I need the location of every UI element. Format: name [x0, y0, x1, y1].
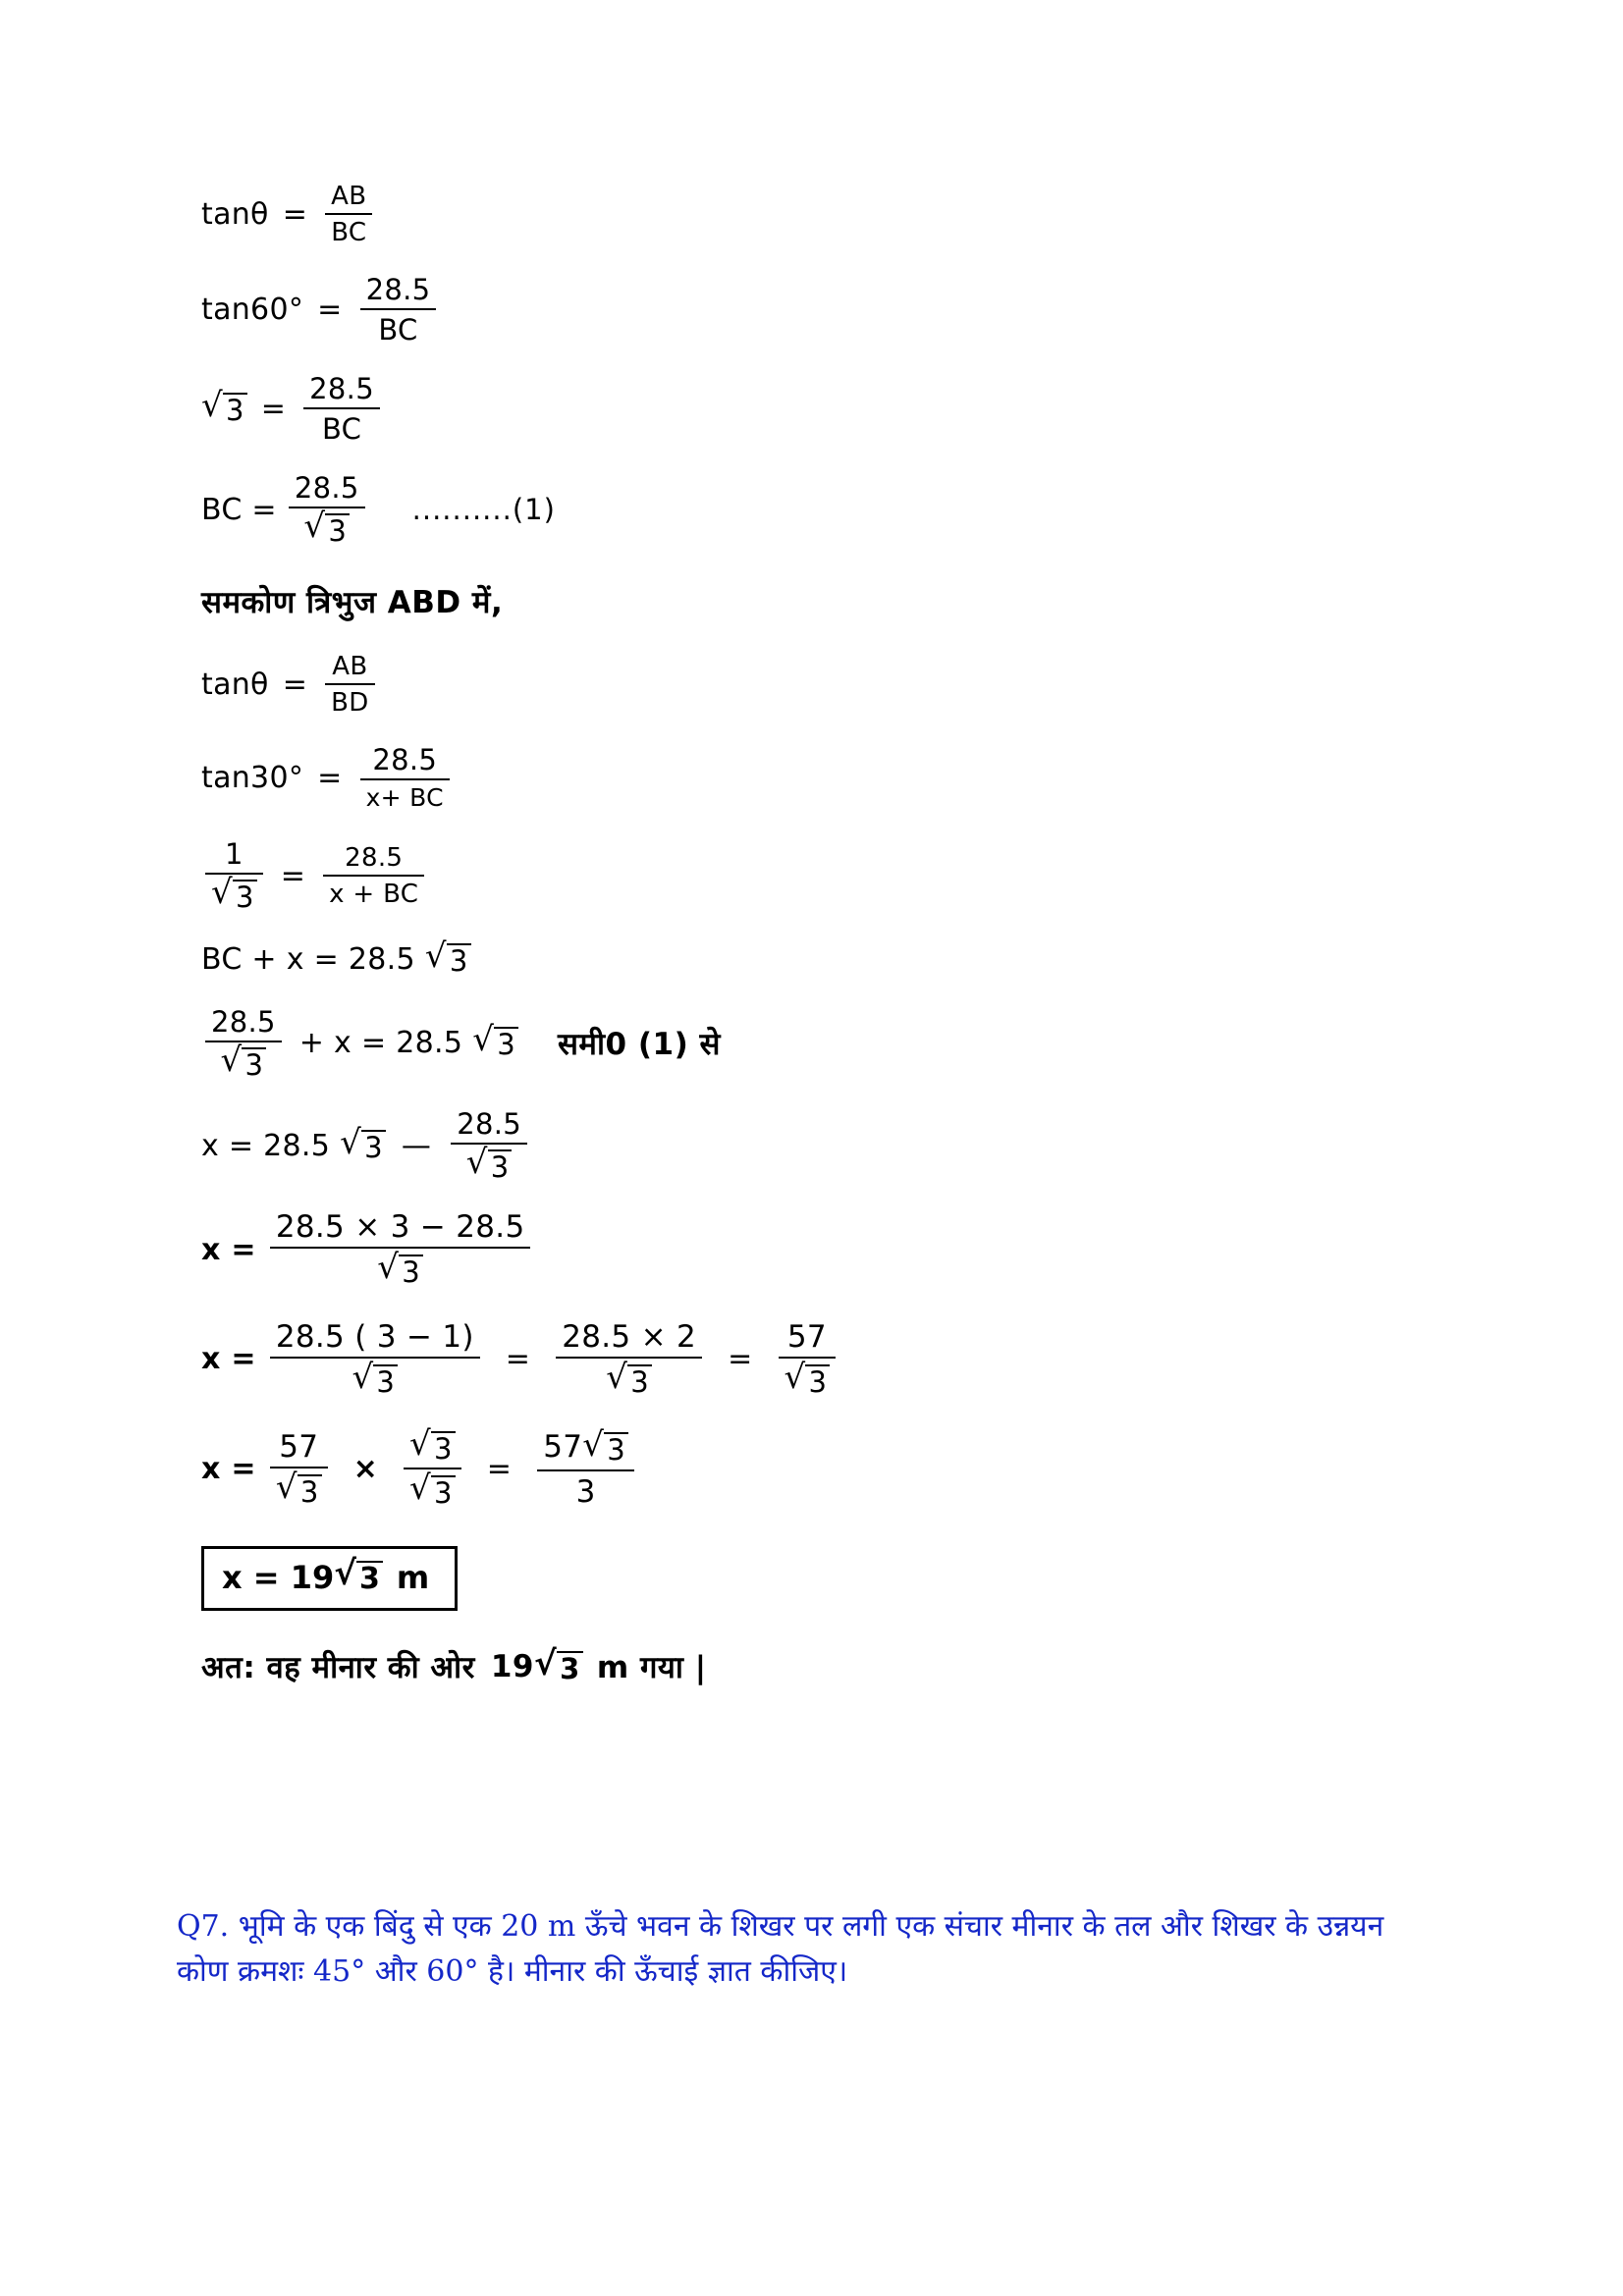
fraction-denominator: BC	[360, 308, 437, 347]
fraction-denominator: BD	[325, 683, 374, 718]
equals-sign: =	[282, 197, 308, 232]
equation-2-lhs: tan60°	[201, 293, 304, 327]
fraction-285-sqrt3	[289, 471, 365, 548]
sqrt-3	[533, 1643, 583, 1685]
fraction-numerator: 28.5 ( 3 − 1)	[275, 1318, 474, 1355]
equation-line-9	[201, 1005, 1429, 1082]
radicand: 3	[325, 513, 350, 548]
minus-sign: —	[401, 1128, 432, 1163]
conclusion-value: 19	[490, 1649, 534, 1685]
sqrt-3	[424, 936, 471, 979]
equation-6-lhs: tan30°	[201, 760, 304, 795]
fraction-denominator	[270, 1357, 480, 1399]
fraction-1-sqrt3	[205, 837, 263, 914]
fraction-285-x-plus-bc	[323, 843, 424, 909]
fraction-285-sqrt3	[451, 1107, 527, 1184]
sqrt-3	[377, 1248, 423, 1290]
fraction-57-sqrt3-over-3	[537, 1425, 634, 1510]
fraction-denominator	[289, 507, 365, 548]
sqrt-3	[201, 385, 247, 427]
fraction-ab-bc	[325, 182, 372, 247]
radicand: 3	[356, 1561, 383, 1597]
sqrt-3	[334, 1553, 383, 1597]
equation-4-lhs: BC =	[201, 492, 277, 527]
fraction-numerator: 28.5 × 2	[562, 1318, 697, 1355]
fraction-denominator	[556, 1357, 702, 1399]
boxed-answer	[201, 1546, 458, 1612]
equation-11-lhs: x =	[201, 1232, 256, 1267]
fraction-285-sqrt3	[205, 1005, 282, 1082]
radicand: 3	[494, 1027, 518, 1061]
question-text-part-3: है। मीनार की ऊँचाई ज्ञात कीजिए।	[488, 1953, 848, 1989]
fraction-numerator: 28.5	[211, 1004, 276, 1039]
equation-9-note: समी0 (1) से	[557, 1026, 721, 1062]
fraction-denominator: x+ BC	[360, 778, 450, 812]
fraction-numerator: 28.5	[457, 1107, 521, 1142]
equation-9-middle: + x = 28.5	[298, 1026, 463, 1061]
section-heading-right-triangle-abd: समकोण त्रिभुज ABD में,	[201, 585, 504, 621]
equation-line-13	[201, 1424, 1429, 1511]
fraction-denominator	[451, 1143, 527, 1184]
fraction-numerator: AB	[332, 652, 368, 682]
fraction-denominator	[205, 1041, 282, 1082]
sqrt-3	[220, 1040, 267, 1082]
conclusion-prefix: अत: वह मीनार की ओर	[201, 1650, 475, 1686]
conclusion-line	[201, 1643, 1429, 1687]
fraction-numerator	[537, 1425, 634, 1468]
radicand: 3	[399, 1255, 423, 1289]
radical-sign: √	[582, 1425, 605, 1466]
equation-line-5	[201, 652, 1429, 718]
equation-reference-1: ..........(1)	[411, 493, 556, 527]
equation-8-text: BC + x = 28.5	[201, 942, 415, 978]
question-value-angle-1: 45°	[313, 1953, 366, 1989]
radical-sign: √	[409, 1468, 431, 1509]
radical-sign: √	[220, 1040, 243, 1080]
radical-sign: √	[424, 936, 447, 977]
equation-line-7	[201, 837, 1429, 914]
equals-sign: =	[317, 760, 343, 795]
equation-13-lhs: x =	[201, 1452, 256, 1487]
fraction-denominator: 3	[537, 1469, 634, 1510]
equals-sign: =	[282, 667, 308, 703]
question-text-part-1: भूमि के एक बिंदु से एक	[238, 1909, 492, 1944]
equation-5-lhs: tanθ	[201, 667, 269, 703]
fraction-numerator	[404, 1424, 461, 1468]
numerator-coefficient: 57	[543, 1429, 583, 1466]
fraction-denominator	[270, 1467, 328, 1509]
fraction-numerator: 57	[279, 1429, 319, 1466]
fraction-ab-bd	[325, 652, 374, 718]
fraction-numerator: 28.5	[294, 471, 359, 505]
fraction-numerator: 28.5	[345, 843, 404, 874]
radicand: 3	[223, 393, 247, 427]
equals-sign: =	[260, 392, 287, 426]
sqrt-3	[606, 1357, 652, 1399]
answer-prefix: x = 19	[222, 1559, 335, 1596]
radical-sign: √	[334, 1553, 356, 1593]
fraction-numerator: 28.5	[372, 743, 438, 777]
radicand: 3	[604, 1432, 628, 1467]
radical-sign: √	[201, 385, 223, 425]
equals-sign: =	[486, 1452, 513, 1487]
equation-line-11	[201, 1209, 1429, 1289]
radical-sign: √	[352, 1357, 374, 1397]
radical-sign: √	[606, 1357, 628, 1397]
radical-sign: √	[211, 873, 233, 913]
radicand: 3	[431, 1431, 456, 1466]
question-text-part-2: ऊँचे भवन के शिखर पर लगी एक संचार मीनार के तल और शिखर के उन्नयन कोण क्रमशः	[177, 1909, 1384, 1989]
radical-sign: √	[784, 1357, 806, 1397]
equation-line-3	[201, 372, 1429, 446]
fraction-285-times-2-sqrt3	[556, 1319, 702, 1399]
fraction-denominator	[404, 1468, 461, 1510]
sqrt-3	[582, 1425, 628, 1468]
equals-sign: =	[505, 1341, 531, 1376]
radical-sign: √	[465, 1143, 488, 1183]
radicand: 3	[361, 1130, 386, 1164]
fraction-285-x-plus-bc	[360, 743, 450, 812]
radicand: 3	[447, 943, 471, 978]
fraction-numerator: 57	[786, 1318, 827, 1355]
fraction-denominator	[270, 1247, 531, 1289]
radicand: 3	[557, 1651, 583, 1685]
equation-12-lhs: x =	[201, 1341, 256, 1376]
sqrt-3	[784, 1357, 831, 1399]
conclusion-suffix: m गया |	[596, 1650, 707, 1686]
equation-line-8	[201, 936, 1429, 980]
fraction-denominator	[779, 1357, 837, 1399]
radical-sign: √	[340, 1122, 362, 1162]
fraction-expression-sqrt3	[270, 1209, 531, 1289]
fraction-denominator: BC	[325, 213, 372, 247]
boxed-answer-wrapper	[201, 1546, 1429, 1612]
equation-line-6	[201, 743, 1429, 812]
sqrt-3	[211, 873, 257, 915]
equation-line-12	[201, 1319, 1429, 1399]
multiplication-sign: ×	[352, 1452, 379, 1487]
sqrt-3	[303, 507, 350, 548]
radicand: 3	[298, 1474, 322, 1509]
sqrt-3	[352, 1357, 398, 1399]
radicand: 3	[242, 1047, 266, 1082]
fraction-285-3-minus-1-sqrt3	[270, 1319, 480, 1399]
sqrt-3	[465, 1143, 513, 1185]
fraction-numerator: 28.5	[365, 273, 431, 306]
radical-sign: √	[533, 1643, 558, 1683]
equals-sign: =	[317, 293, 343, 327]
fraction-57-sqrt3	[270, 1429, 328, 1509]
radicand: 3	[627, 1364, 652, 1399]
question-conjunction: और	[374, 1953, 417, 1989]
radicand: 3	[488, 1149, 513, 1184]
radicand: 3	[233, 880, 257, 914]
question-block	[177, 1904, 1443, 1994]
question-label: Q7.	[177, 1909, 230, 1944]
fraction-denominator: x + BC	[323, 875, 424, 909]
question-value-angle-2: 60°	[426, 1953, 479, 1989]
equals-sign: =	[280, 859, 306, 894]
fraction-denominator	[205, 873, 263, 914]
fraction-285-bc	[303, 372, 380, 446]
equation-line-2	[201, 273, 1429, 347]
equals-sign: =	[728, 1341, 753, 1376]
fraction-numerator: 1	[224, 837, 243, 872]
fraction-denominator: BC	[303, 407, 380, 446]
fraction-57-sqrt3	[779, 1319, 837, 1399]
equation-line-4	[201, 471, 1429, 548]
sqrt-3	[275, 1468, 322, 1510]
equation-line-1	[201, 182, 1429, 247]
radical-sign: √	[409, 1424, 431, 1465]
solution-body	[201, 182, 1429, 1687]
radical-sign: √	[472, 1020, 495, 1060]
equation-10-lhs: x = 28.5	[201, 1128, 331, 1163]
fraction-numerator: 28.5	[309, 372, 374, 405]
sqrt-3	[340, 1122, 386, 1164]
answer-unit: m	[396, 1559, 430, 1596]
radicand: 3	[373, 1364, 398, 1399]
equation-1-lhs: tanθ	[201, 197, 269, 232]
radical-sign: √	[303, 507, 326, 546]
radicand: 3	[805, 1364, 830, 1399]
sqrt-3	[409, 1468, 456, 1511]
fraction-numerator: 28.5 × 3 − 28.5	[275, 1209, 525, 1246]
radicand: 3	[431, 1475, 456, 1510]
equation-line-10	[201, 1107, 1429, 1184]
radical-sign: √	[377, 1248, 400, 1288]
radical-sign: √	[275, 1468, 298, 1508]
sqrt-3	[472, 1020, 518, 1062]
fraction-285-bc	[360, 273, 437, 347]
fraction-sqrt3-sqrt3	[404, 1424, 461, 1511]
fraction-numerator: AB	[331, 182, 367, 211]
question-value-height: 20 m	[501, 1909, 576, 1944]
sqrt-3	[409, 1424, 456, 1467]
